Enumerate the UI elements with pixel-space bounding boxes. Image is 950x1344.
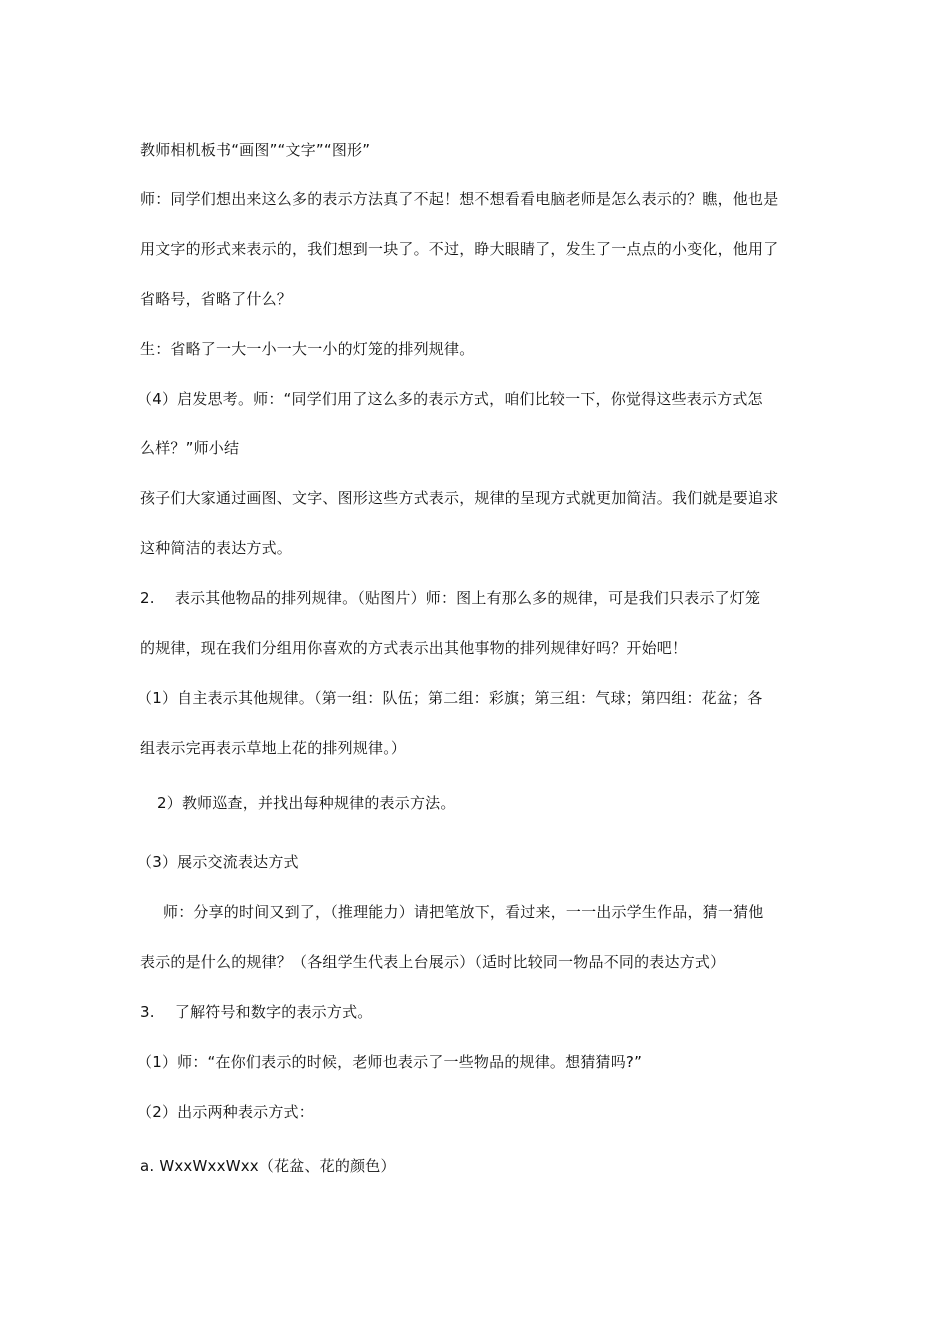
text-line: 省略号，省略了什么？ bbox=[140, 290, 293, 308]
text-line: 教师相机板书“画图”“文字”“图形” bbox=[140, 141, 371, 159]
text-line: 组表示完再表示草地上花的排列规律。） bbox=[140, 739, 407, 757]
text-line: 2）教师巡查，并找出每种规律的表示方法。 bbox=[157, 794, 456, 812]
text-line: 的规律，现在我们分组用你喜欢的方式表示出其他事物的排列规律好吗？开始吧！ bbox=[140, 639, 688, 657]
text-line: a. WxxWxxWxx（花盆、花的颜色） bbox=[140, 1157, 396, 1175]
text-line: 用文字的形式来表示的，我们想到一块了。不过，睁大眼睛了，发生了一点点的小变化，他用了 bbox=[140, 240, 779, 258]
text-line: （4）启发思考。师：“同学们用了这么多的表示方式，咱们比较一下，你觉得这些表示方式怎 bbox=[137, 390, 763, 408]
text-line: （1）自主表示其他规律。（第一组：队伍；第二组：彩旗；第三组：气球；第四组：花盆；各 bbox=[137, 689, 763, 707]
text-line: 师：分享的时间又到了，（推理能力）请把笔放下，看过来，一一出示学生作品，猜一猜他 bbox=[163, 903, 764, 921]
text-line: 这种简洁的表达方式。 bbox=[140, 539, 293, 557]
text-line: （3）展示交流表达方式 bbox=[137, 853, 299, 871]
text-line: 孩子们大家通过画图、文字、图形这些方式表示，规律的呈现方式就更加简洁。我们就是要追求 bbox=[140, 489, 779, 507]
text-line: 2. 表示其他物品的排列规律。（贴图片）师：图上有那么多的规律，可是我们只表示了灯笼 bbox=[140, 589, 761, 607]
text-line: （1）师：“在你们表示的时候，老师也表示了一些物品的规律。想猜猜吗?” bbox=[137, 1053, 643, 1071]
text-line: 表示的是什么的规律？（各组学生代表上台展示）（适时比较同一物品不同的表达方式） bbox=[140, 953, 726, 971]
text-line: （2）出示两种表示方式： bbox=[137, 1103, 314, 1121]
text-line: 师：同学们想出来这么多的表示方法真了不起！想不想看看电脑老师是怎么表示的？瞧，他也是 bbox=[140, 190, 779, 208]
text-line: 3. 了解符号和数字的表示方式。 bbox=[140, 1003, 373, 1021]
text-line: 么样？”师小结 bbox=[140, 439, 240, 457]
text-line: 生：省略了一大一小一大一小的灯笼的排列规律。 bbox=[140, 340, 475, 358]
